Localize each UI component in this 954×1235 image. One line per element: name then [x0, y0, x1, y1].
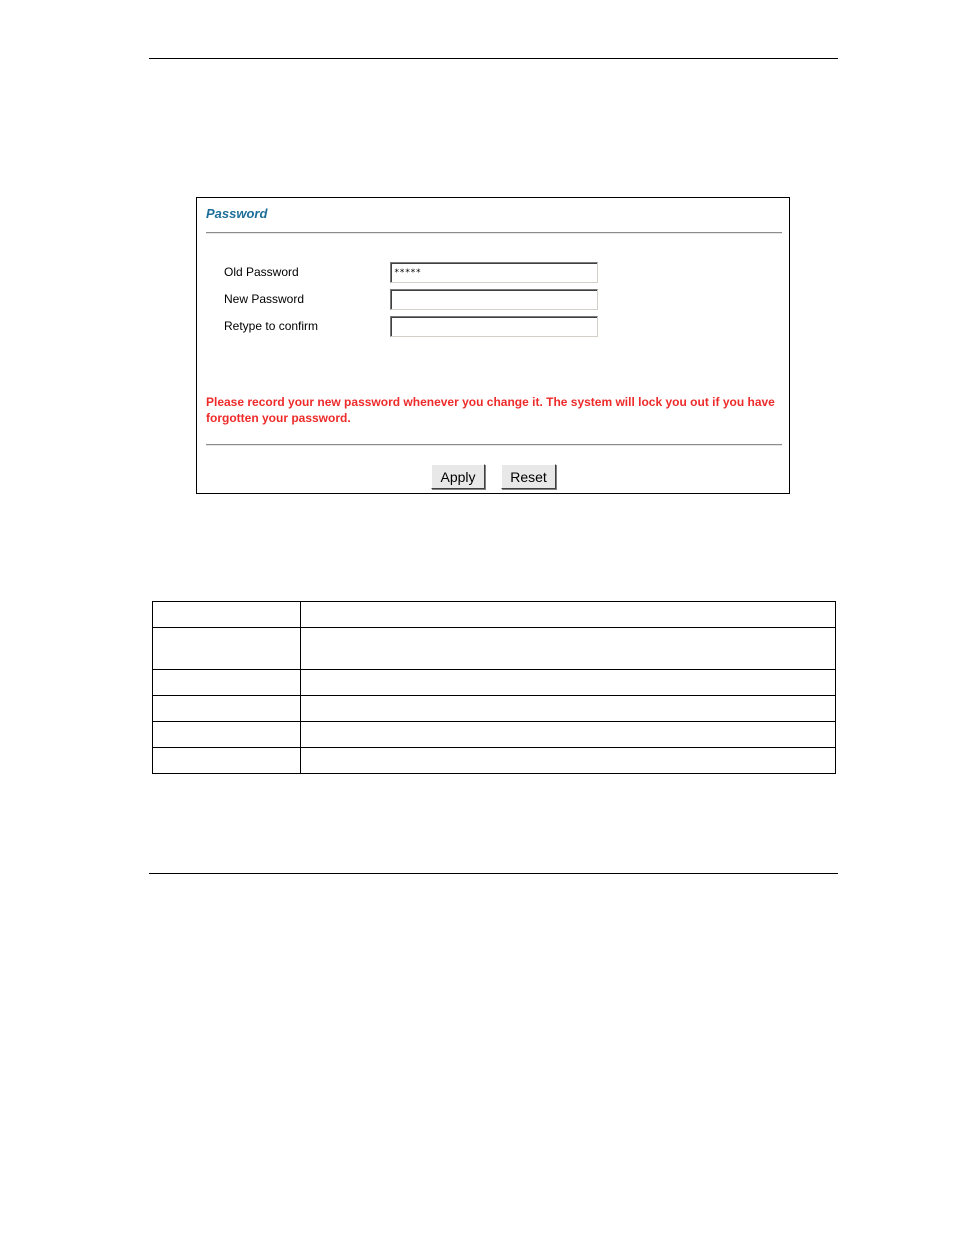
table-cell [301, 722, 836, 748]
table-cell [301, 628, 836, 670]
table-row [153, 602, 836, 628]
table-row [153, 696, 836, 722]
header-rule [149, 58, 838, 59]
table-row [153, 628, 836, 670]
password-panel [196, 197, 790, 494]
table-cell [301, 670, 836, 696]
new-password-label: New Password [224, 292, 305, 306]
footer-rule [149, 873, 838, 874]
title-divider [206, 232, 782, 234]
table-cell [153, 696, 301, 722]
retype-password-label: Retype to confirm [224, 319, 319, 333]
old-password-label: Old Password [224, 265, 299, 279]
apply-button[interactable]: Apply [431, 464, 485, 489]
table-row [153, 722, 836, 748]
reset-button[interactable]: Reset [501, 464, 556, 489]
table-cell [301, 748, 836, 774]
table-cell [153, 748, 301, 774]
field-description-table [152, 601, 836, 774]
table-cell [301, 696, 836, 722]
old-password-input[interactable] [390, 262, 598, 283]
table-cell [153, 722, 301, 748]
table-row [153, 670, 836, 696]
table-cell [301, 602, 836, 628]
table-row [153, 748, 836, 774]
footer-divider [206, 444, 782, 446]
table-cell [153, 602, 301, 628]
new-password-input[interactable] [390, 289, 598, 310]
table-cell [153, 628, 301, 670]
password-warning: Please record your new password whenever you change it. The system will lock you out if you have forgotten your password. [206, 395, 775, 425]
table-cell [153, 670, 301, 696]
panel-title: Password [206, 206, 268, 221]
retype-password-input[interactable] [390, 316, 598, 337]
